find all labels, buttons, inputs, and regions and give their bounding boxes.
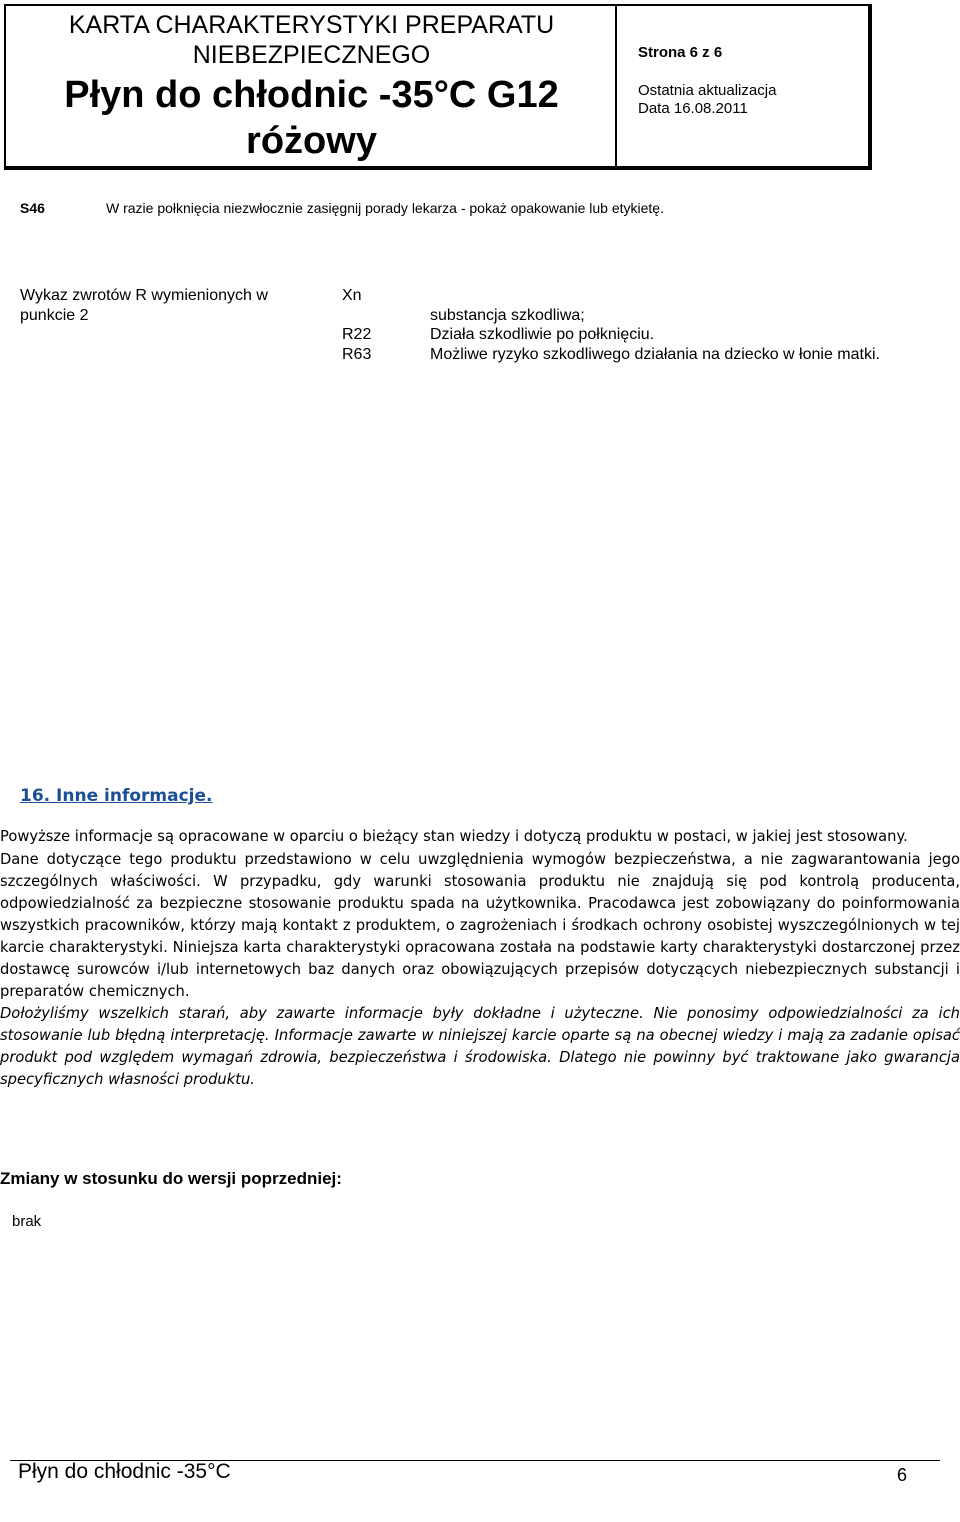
info-paragraph-2 <box>0 849 960 1091</box>
footer-product-name: Płyn do chłodnic -35°C <box>18 1460 231 1483</box>
info-paragraph-2-text: Dane dotyczące tego produktu przedstawiono w celu uwzględnienia wymogów bezpieczeństwa, a nie zagwarantowania jego szczególnych właściwości. W przypadku, gdy warunki stosowania produktu nie znajdują się pod kontrolą producenta, odpowiedzialność za bezpieczne stosowanie produktu spada na użytkownika. Pracodawca jest zobowiązany do poinformowania wszystkich pracowników, którzy mają kontakt z produktem, o zagrożeniach i środkach ochrony osobistej wyszczególnionych w tej karcie charakterystyki. Niniejsza karta charakterystyki opracowana została na podstawie karty charakterystyki dostarczonej przez dostawcę surowców i/lub internetowych baz danych oraz obowiązujących przepisów dotyczących niebezpiecznych substancji i preparatów chemicznych. <box>0 851 960 1000</box>
s-phrase-code: S46 <box>20 200 45 216</box>
last-update-label: Ostatnia aktualizacja <box>638 82 777 99</box>
r-phrase-text: Działa szkodliwie po połknięciu. <box>430 326 655 343</box>
section-heading: 16. Inne informacje. <box>20 786 213 806</box>
header-divider <box>615 6 617 166</box>
last-update-date: Data 16.08.2011 <box>638 100 748 117</box>
info-paragraph-1: Powyższe informacje są opracowane w oparciu o bieżący stan wiedzy i dotyczą produktu w postaci, w jakiej jest stosowany. <box>0 828 908 845</box>
product-title-line1: Płyn do chłodnic -35°C G12 <box>64 74 559 116</box>
footer-page-number: 6 <box>897 1465 908 1485</box>
disclaimer-paragraph: Dołożyliśmy wszelkich starań, aby zawarte informacje były dokładne i użyteczne. Nie ponosimy odpowiedzialności za ich stosowanie lub błędną interpretację. Informacje zawarte w niniejszej karcie oparte są na obecnej wiedzy i mają za zadanie opisać produkt pod względem wymagań zdrowia, bezpieczeństwa i środowiska. Dlatego nie powinny być traktowane jako gwarancja specyficznych własności produktu. <box>0 1005 960 1088</box>
changes-value: brak <box>12 1213 42 1230</box>
document-title <box>14 10 609 70</box>
page-indicator: Strona 6 z 6 <box>638 44 723 61</box>
r-phrase-code: R22 <box>342 326 372 343</box>
document-title-line2: NIEBEZPIECZNEGO <box>192 41 431 69</box>
r-phrases-label-line2: punkcie 2 <box>20 307 89 324</box>
r-phrase-code: Xn <box>342 287 362 304</box>
changes-heading: Zmiany w stosunku do wersji poprzedniej: <box>0 1169 342 1188</box>
product-title-line2: różowy <box>246 120 377 162</box>
r-phrases-label <box>20 286 330 326</box>
s-phrase-text: W razie połknięcia niezwłocznie zasięgnij porady lekarza - pokaż opakowanie lub etykietę. <box>106 200 664 216</box>
r-phrase-text: substancja szkodliwa; <box>430 307 585 324</box>
r-phrase-code: R63 <box>342 346 372 363</box>
r-phrase-text: Możliwe ryzyko szkodliwego działania na dziecko w łonie matki. <box>430 346 880 363</box>
r-phrases-label-line1: Wykaz zwrotów R wymienionych w <box>20 287 268 304</box>
product-title <box>14 72 609 164</box>
document-title-line1: KARTA CHARAKTERYSTYKI PREPARATU <box>68 11 555 39</box>
